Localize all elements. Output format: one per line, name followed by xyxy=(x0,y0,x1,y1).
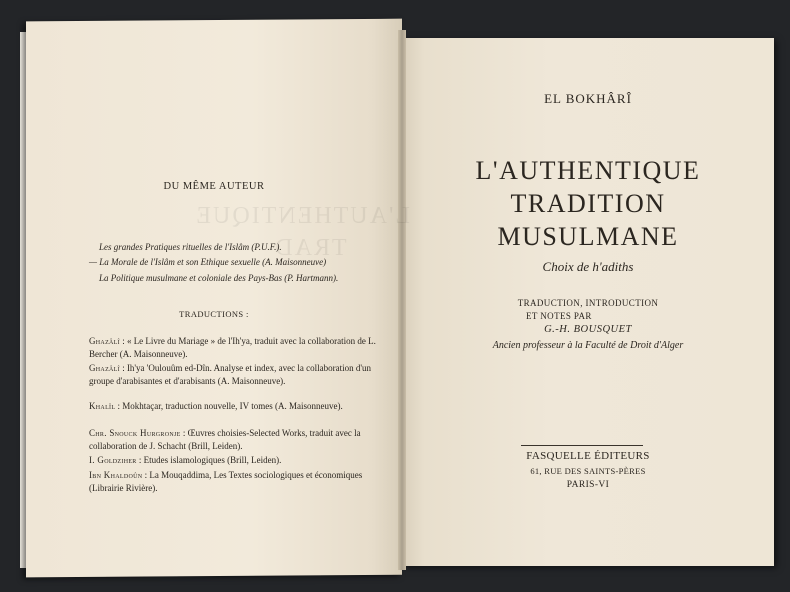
translation-entry xyxy=(89,427,379,452)
subtitle: Choix de h'adiths xyxy=(542,259,634,274)
translation-text: : Ih'ya 'Oulouûm ed-Dîn. Analyse et index, avec la collaboration d'un groupe d'arabisantes et d'arabisants (A. Maisonneuve). xyxy=(89,363,371,386)
translation-author: Ghazâlî xyxy=(89,363,120,373)
book-author: EL BOKHÂRÎ xyxy=(544,91,632,106)
title-line: L'AUTHENTIQUE xyxy=(475,156,701,185)
publisher-address: 61, RUE DES SAINTS-PÈRES xyxy=(530,466,646,476)
publisher-rule xyxy=(521,445,643,446)
translation-entry xyxy=(89,400,379,413)
publisher-city: PARIS-VI xyxy=(566,480,610,490)
translation-entry xyxy=(89,362,379,387)
work-item: — La Morale de l'Islâm et son Ethique sexuelle (A. Maisonneuve) xyxy=(89,257,327,267)
work-item: La Politique musulmane et coloniale des Pays-Bas (P. Hartmann). xyxy=(99,273,339,283)
translation-entry xyxy=(89,469,379,494)
credit-line: TRADUCTION, INTRODUCTION xyxy=(517,298,659,308)
translation-author: Khalîl xyxy=(89,401,116,411)
translation-author: Ghazâlî xyxy=(89,336,120,346)
title-line: TRADITION xyxy=(510,189,666,218)
translation-author: Chr. Snouck Hurgronje xyxy=(89,428,181,438)
translation-author: I. Goldziher xyxy=(89,455,137,465)
translation-text: : « Le Livre du Mariage » de l'Ih'ya, traduit avec la collaboration de L. Bercher (A. Maisonneuve). xyxy=(89,336,376,359)
translation-entry xyxy=(89,335,379,360)
publisher-name: FASQUELLE ÉDITEURS xyxy=(526,450,650,462)
translations-heading: TRADUCTIONS : xyxy=(179,309,249,319)
credit-line: ET NOTES PAR xyxy=(526,311,592,321)
translation-entry xyxy=(89,454,379,467)
translation-text: : Mokhtaçar, traduction nouvelle, IV tomes (A. Maisonneuve). xyxy=(115,401,343,411)
translator-role: Ancien professeur à la Faculté de Droit d'Alger xyxy=(492,340,684,351)
translation-text: : La Mouqaddima, Les Textes sociologiques et économiques (Librairie Rivière). xyxy=(89,470,363,493)
left-heading: DU MÊME AUTEUR xyxy=(163,181,265,192)
translator-name: G.-H. BOUSQUET xyxy=(544,324,632,335)
translation-text: : Œuvres choisies-Selected Works, traduit avec la collaboration de J. Schacht (Brill, Leiden). xyxy=(89,428,361,451)
title-line: MUSULMANE xyxy=(497,222,679,251)
bleed-through-text: L'AUTHENTIQUE TRAD xyxy=(194,203,410,261)
translation-author: Ibn Khaldoûn xyxy=(89,470,143,480)
work-item: Les grandes Pratiques rituelles de l'Islâm (P.U.F.). xyxy=(99,242,282,252)
translation-text: : Etudes islamologiques (Brill, Leiden). xyxy=(136,455,282,465)
